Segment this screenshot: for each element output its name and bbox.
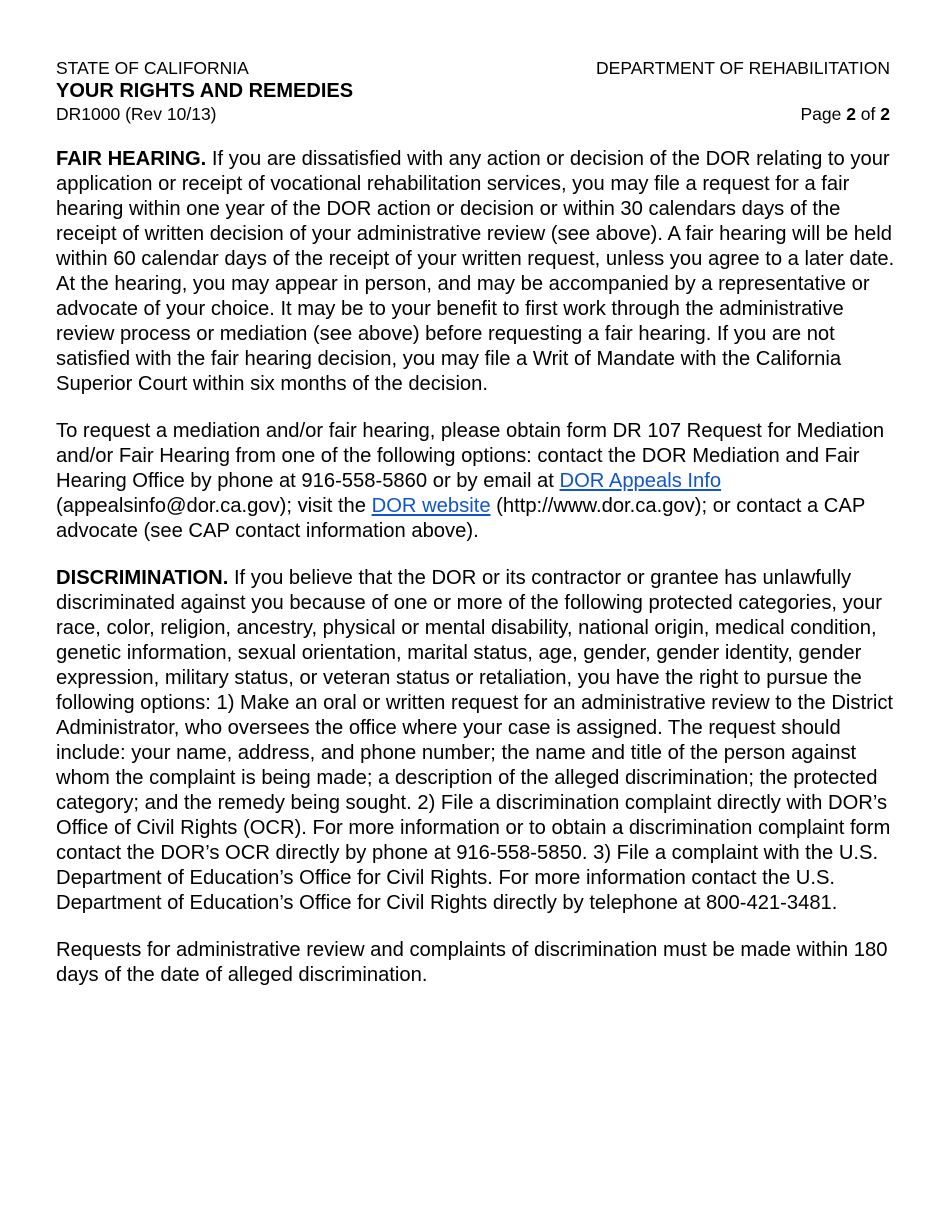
page-of: of (855, 104, 881, 124)
dor-website-link[interactable]: DOR website (371, 495, 491, 517)
form-title: YOUR RIGHTS AND REMEDIES (56, 80, 354, 102)
request-text-3: (http://www.dor.ca.gov); or contact a CAP advocate (see CAP contact information above). (56, 495, 865, 542)
discrimination-paragraph (56, 566, 896, 916)
page-current: 2 (846, 104, 856, 124)
discrimination-heading: DISCRIMINATION. (56, 567, 229, 589)
request-paragraph (56, 419, 896, 544)
state-label: STATE OF CALIFORNIA (56, 58, 249, 78)
department-label: DEPARTMENT OF REHABILITATION (596, 58, 890, 78)
dor-appeals-info-link[interactable]: DOR Appeals Info (559, 470, 722, 492)
deadline-paragraph (56, 938, 896, 988)
fair-hearing-heading: FAIR HEARING. (56, 148, 207, 170)
deadline-text: Requests for administrative review and complaints of discrimination must be made within 180 days of the date of alleged discrimination. (56, 939, 888, 986)
page-total: 2 (880, 104, 890, 124)
page-number (800, 103, 890, 125)
request-text-2: (appealsinfo@dor.ca.gov); visit the (56, 495, 372, 517)
page-prefix: Page (800, 104, 847, 124)
fair-hearing-text: If you are dissatisfied with any action or decision of the DOR relating to your application or receipt of vocational rehabilitation services, you may file a request for a fair hearing within one year of the DOR action or decision or within 30 calendars days of the receipt of written decision of your administrative review (see above). A fair hearing will be held within 60 calendar days of the receipt of your written request, unless you agree to a later date. At the hearing, you may appear in person, and may be accompanied by a representative or advocate of your choice. It may be to your benefit to first work through the administrative review process or mediation (see above) before requesting a fair hearing. If you are not satisfied with the fair hearing decision, you may file a Writ of Mandate with the California Superior Court within six months of the decision. (56, 148, 895, 395)
header-bottom-row (56, 103, 890, 125)
fair-hearing-paragraph (56, 147, 896, 397)
form-number: DR1000 (Rev 10/13) (56, 104, 217, 124)
request-text-1: To request a mediation and/or fair hearing, please obtain form DR 107 Request for Mediation and/or Fair Hearing from one of the following options: contact the DOR Mediation and Fair Hearing Office by phone at 916-558-5860 or by email at (56, 420, 885, 492)
header-top-row (56, 58, 890, 79)
document-header (56, 58, 890, 125)
discrimination-text: If you believe that the DOR or its contractor or grantee has unlawfully discriminated against you because of one or more of the following protected categories, your race, color, religion, ancestry, physical or mental disability, national origin, medical condition, genetic information, sexual orientation, marital status, age, gender, gender identity, gender expression, military status, or veteran status or retaliation, you have the right to pursue the following options: 1) Make an oral or written request for an administrative review to the District Administrator, who oversees the office where your case is assigned. The request should include: your name, address, and phone number; the name and title of the person against whom the complaint is being made; a description of the alleged discrimination; the protected category; and the remedy being sought. 2) File a discrimination complaint directly with DOR’s Office of Civil Rights (OCR). For more information or to obtain a discrimination complaint form contact the DOR’s OCR directly by phone at 916-558-5850. 3) File a complaint with the U.S. Department of Education’s Office for Civil Rights. For more information contact the U.S. Department of Education’s Office for Civil Rights directly by telephone at 800-421-3481. (56, 567, 894, 914)
document-body (56, 147, 896, 1010)
